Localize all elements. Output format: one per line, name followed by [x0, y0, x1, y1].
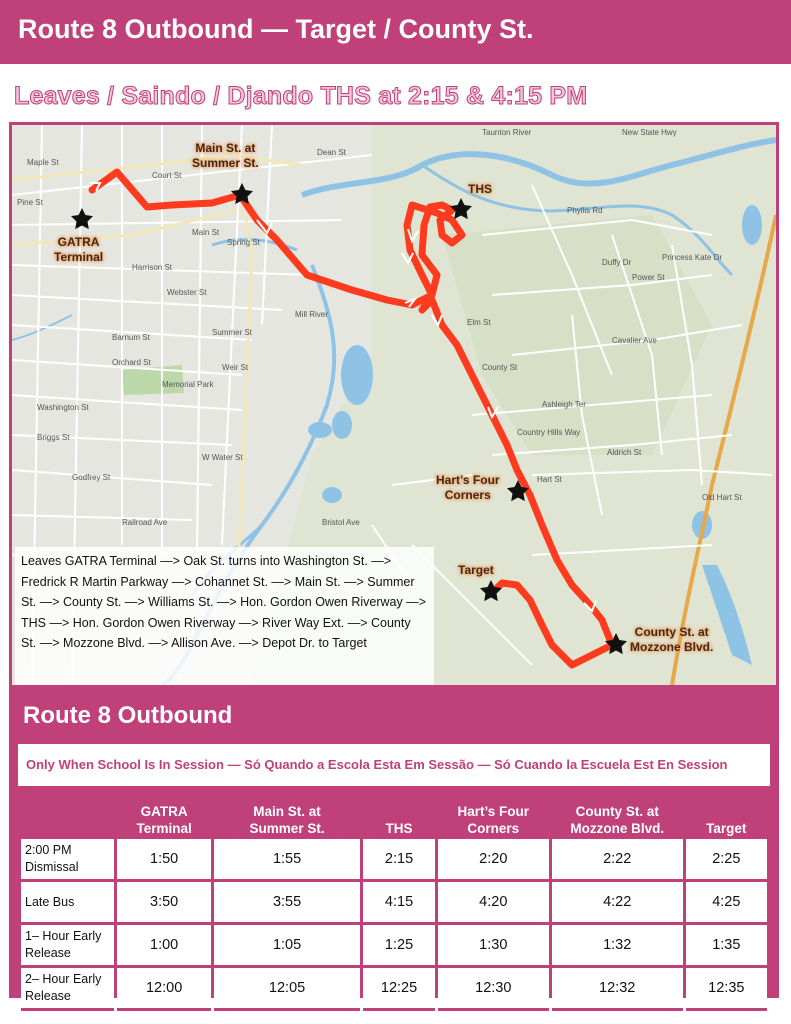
label-ths: [468, 182, 492, 197]
street-label: Princess Kate Dr: [662, 253, 723, 262]
time-cell: 1:05: [214, 925, 361, 968]
time-cell: 1:25: [363, 925, 434, 968]
label-main-summer: [192, 141, 259, 171]
time-cell: 2:20: [438, 839, 549, 882]
street-label: Court St: [152, 171, 182, 180]
schedule-table: [18, 790, 770, 1011]
street-label: Phyllis Rd: [567, 206, 603, 215]
time-cell: 2:15: [363, 839, 434, 882]
label-county-mozzone: [630, 625, 713, 655]
time-cell: 1:55: [214, 839, 361, 882]
street-label: Webster St: [167, 288, 207, 297]
time-cell: 4:15: [363, 882, 434, 925]
street-label: Ashleigh Ter: [542, 400, 586, 409]
time-cell: 4:22: [552, 882, 683, 925]
label-line: THS: [468, 182, 492, 196]
street-label: Maple St: [27, 158, 59, 167]
session-notice: Only When School Is In Session — Só Quando a Escola Esta Em Sessão — Só Cuando la Escuela Est En Session: [18, 744, 770, 786]
row-label: 2– Hour Early Release: [21, 968, 114, 1011]
street-label: Mill River: [295, 310, 328, 319]
street-label: Taunton River: [482, 128, 532, 137]
street-label: Weir St: [222, 363, 249, 372]
street-label: Barnum St: [112, 333, 150, 342]
time-cell: 1:32: [552, 925, 683, 968]
time-cell: 2:22: [552, 839, 683, 882]
table-row: [21, 882, 767, 925]
time-cell: 12:25: [363, 968, 434, 1011]
column-header: GATRA Terminal: [136, 804, 192, 836]
street-label: County St: [482, 363, 518, 372]
column-header: THS: [385, 821, 413, 836]
column-header: Main St. at Summer St.: [249, 804, 325, 836]
time-cell: 1:00: [117, 925, 210, 968]
street-label: Briggs St: [37, 433, 70, 442]
street-label: Main St: [192, 228, 220, 237]
street-label: Pine St: [17, 198, 43, 207]
page-header: [0, 0, 791, 64]
column-header: Target: [706, 821, 747, 836]
corner-header: [21, 790, 114, 839]
label-harts: [436, 473, 500, 503]
street-label: Hart St: [537, 475, 562, 484]
table-row: [21, 839, 767, 882]
time-cell: 1:50: [117, 839, 210, 882]
street-label: Country Hills Way: [517, 428, 581, 437]
page-title: Route 8 Outbound — Target / County St.: [18, 14, 534, 44]
street-label: Memorial Park: [162, 380, 214, 389]
street-label: Old Hart St: [702, 493, 742, 502]
route-directions: Leaves GATRA Terminal —> Oak St. turns into Washington St. —> Fredrick R Martin Parkway —> Cohannet St. —> Main St. —> Summer St. —> County St. —> Williams St. —> Hon. Gordon Owen Riverway —> THS —> Hon. Gordon Owen Riverway —> River Way Ext. —> County St. —> Mozzone Blvd. —> Allison Ave. —> Depot Dr. to Target: [15, 547, 434, 685]
street-label: Power St: [632, 273, 665, 282]
row-label: 2:00 PM Dismissal: [21, 839, 114, 882]
street-label: Washington St: [37, 403, 89, 412]
street-label: Aldrich St: [607, 448, 642, 457]
schedule-panel: [9, 688, 779, 1003]
time-cell: 12:05: [214, 968, 361, 1011]
label-target: [458, 563, 494, 578]
street-label: Summer St: [212, 328, 253, 337]
street-label: Duffy Dr: [602, 258, 632, 267]
table-row: [21, 925, 767, 968]
route-map[interactable]: [9, 122, 779, 688]
street-label: Harrison St: [132, 263, 173, 272]
time-cell: 12:30: [438, 968, 549, 1011]
street-label: Elm St: [467, 318, 491, 327]
street-label: Godfrey St: [72, 473, 111, 482]
label-line: Terminal: [54, 250, 104, 264]
label-line: Mozzone Blvd.: [630, 640, 714, 654]
time-cell: 3:50: [117, 882, 210, 925]
time-cell: 12:00: [117, 968, 210, 1011]
label-line: Summer St.: [192, 156, 259, 170]
column-header: County St. at Mozzone Blvd.: [570, 804, 665, 836]
street-label: Railroad Ave: [122, 518, 168, 527]
label-line: Corners: [444, 488, 491, 502]
column-header: Hart’s Four Corners: [457, 804, 530, 836]
label-line: Target: [458, 563, 494, 577]
street-label: W Water St: [202, 453, 243, 462]
time-cell: 1:30: [438, 925, 549, 968]
label-line: GATRA: [57, 235, 100, 249]
label-line: County St. at: [634, 625, 709, 639]
table-header-row: [21, 790, 767, 839]
street-label: New State Hwy: [622, 128, 677, 137]
departure-subtitle: Leaves / Saindo / Djando THS at 2:15 & 4:15 PM: [14, 82, 588, 110]
time-cell: 2:25: [686, 839, 767, 882]
row-label: Late Bus: [21, 882, 114, 925]
table-row: [21, 968, 767, 1011]
time-cell: 4:25: [686, 882, 767, 925]
time-cell: 4:20: [438, 882, 549, 925]
label-line: Main St. at: [195, 141, 256, 155]
street-label: Spring St: [227, 238, 260, 247]
street-label: Dean St: [317, 148, 346, 157]
street-label: Cavalier Ave: [612, 336, 657, 345]
label-line: Hart’s Four: [436, 473, 500, 487]
row-label: 1– Hour Early Release: [21, 925, 114, 968]
street-label: Orchard St: [112, 358, 151, 367]
time-cell: 3:55: [214, 882, 361, 925]
time-cell: 12:32: [552, 968, 683, 1011]
time-cell: 1:35: [686, 925, 767, 968]
schedule-title: Route 8 Outbound: [23, 702, 233, 729]
label-gatra: [54, 235, 103, 265]
time-cell: 12:35: [686, 968, 767, 1011]
street-label: Bristol Ave: [322, 518, 360, 527]
